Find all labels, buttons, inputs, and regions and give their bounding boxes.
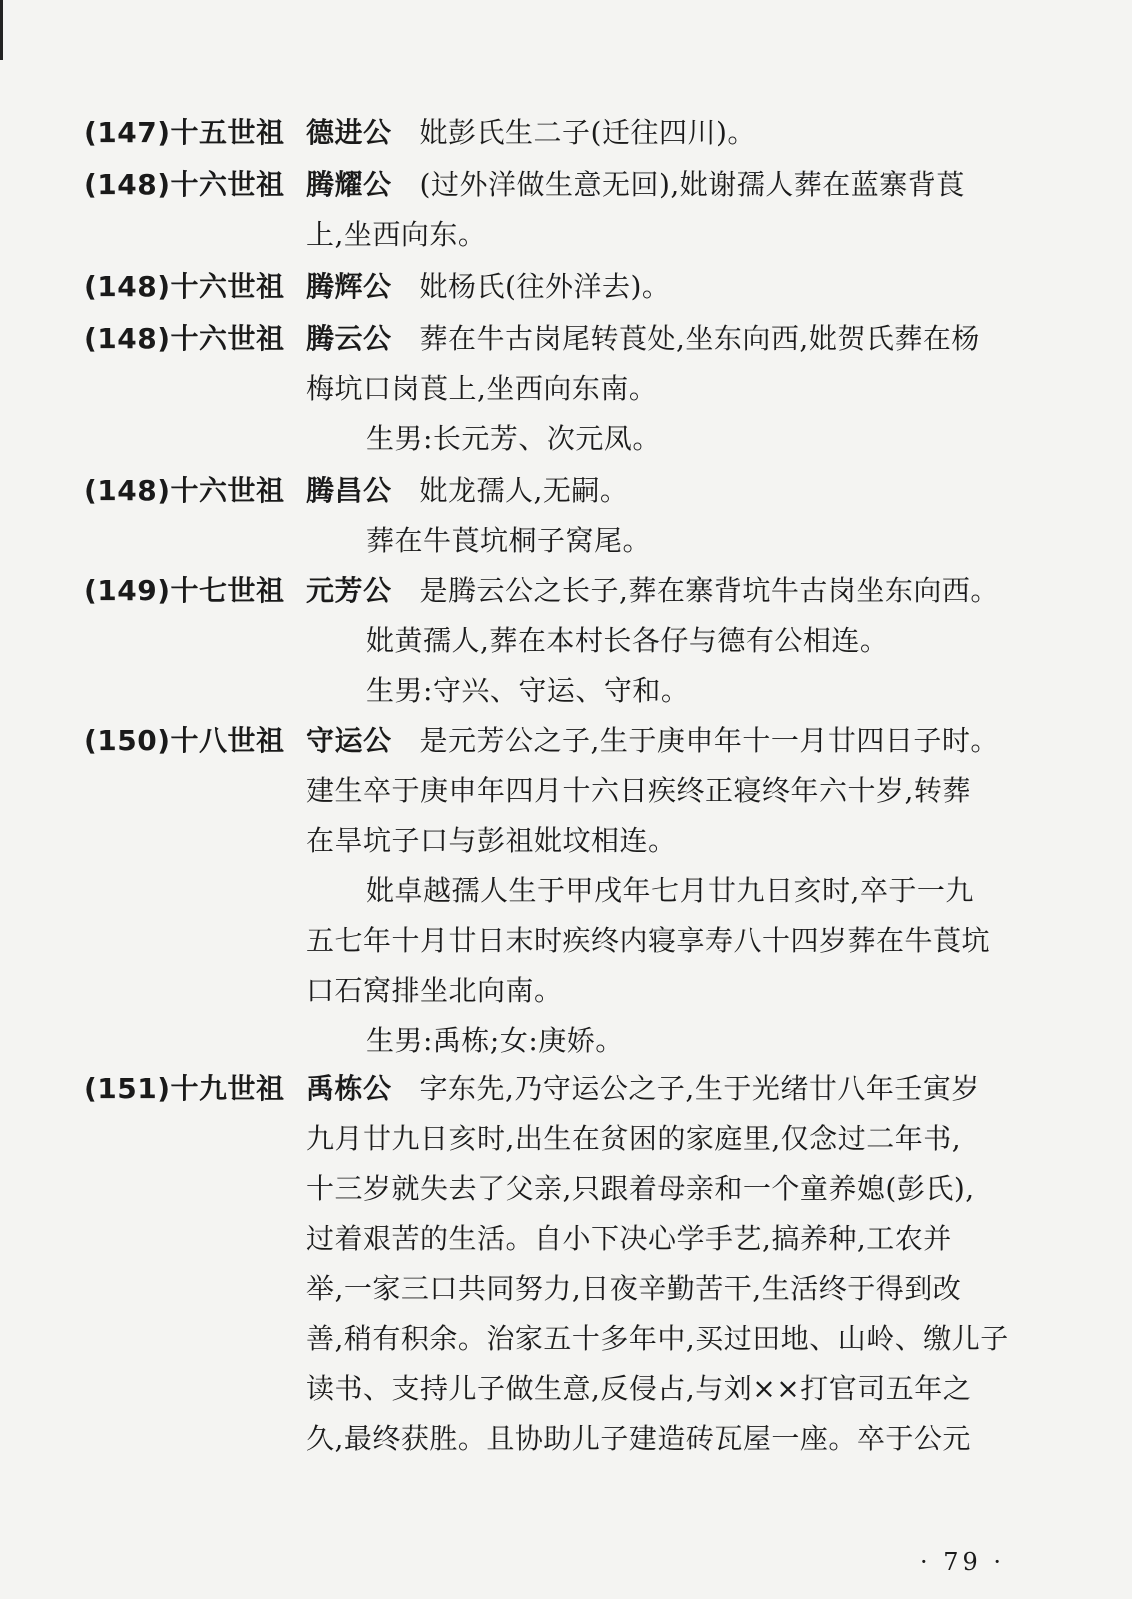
entry-text: 字东先,乃守运公之子,生于光绪廿八年壬寅岁 (419, 1072, 980, 1105)
entry-label: (148)十六世祖 (84, 322, 285, 355)
entry-line (306, 270, 1046, 304)
entry-label: (148)十六世祖 (84, 270, 285, 303)
entry-label: (151)十九世祖 (84, 1072, 285, 1105)
entry-line (306, 574, 1046, 608)
entry-label: (148)十六世祖 (84, 474, 285, 507)
entry-text: 九月廿九日亥时,出生在贫困的家庭里,仅念过二年书, (306, 1122, 962, 1155)
entry-text: 举,一家三口共同努力,日夜辛勤苦干,生活终于得到改 (306, 1272, 962, 1305)
entry-text: 生男:长元芳、次元凤。 (366, 422, 661, 455)
entry-text: 建生卒于庚申年四月十六日疾终正寝终年六十岁,转葬 (306, 774, 971, 807)
entry-text: 善,稍有积余。治家五十多年中,买过田地、山岭、缴儿子 (306, 1322, 1009, 1355)
entry-line (306, 474, 1046, 508)
entry-text: 妣卓越孺人生于甲戌年七月廿九日亥时,卒于一九 (366, 874, 974, 907)
entry-text: 口石窝排坐北向南。 (306, 974, 563, 1007)
entry-text: 十三岁就失去了父亲,只跟着母亲和一个童养媳(彭氏), (306, 1172, 975, 1205)
entry-text: 是腾云公之长子,葬在寨背坑牛古岗坐东向西。 (419, 574, 999, 607)
entry-text: 是元芳公之子,生于庚申年十一月廿四日子时。 (419, 724, 999, 757)
ancestor-name: 元芳公 (306, 574, 392, 607)
ancestor-name: 禹栋公 (306, 1072, 392, 1105)
entry-text: 葬在牛莨坑桐子窝尾。 (366, 524, 652, 557)
entry-line (306, 724, 1046, 758)
entry-label: (149)十七世祖 (84, 574, 285, 607)
entry-text: 上,坐西向东。 (306, 218, 487, 251)
entry-label: (147)十五世祖 (84, 116, 285, 149)
entry-line (306, 116, 1046, 150)
entry-text: 在旱坑子口与彭祖妣坟相连。 (306, 824, 677, 857)
ancestor-name: 德进公 (306, 116, 392, 149)
entry-text: (过外洋做生意无回),妣谢孺人葬在蓝寨背莨 (419, 168, 965, 201)
entry-text: 生男:守兴、守运、守和。 (366, 674, 690, 707)
entry-text: 读书、支持儿子做生意,反侵占,与刘××打官司五年之 (306, 1372, 972, 1405)
entry-text: 久,最终获胜。且协助儿子建造砖瓦屋一座。卒于公元 (306, 1422, 971, 1455)
entry-line (306, 168, 1046, 202)
entry-text: 妣黄孺人,葬在本村长各仔与德有公相连。 (366, 624, 889, 657)
ancestor-name: 腾云公 (306, 322, 392, 355)
entry-text: 五七年十月廿日末时疾终内寝享寿八十四岁葬在牛莨坑 (306, 924, 991, 957)
entry-text: 葬在牛古岗尾转莨处,坐东向西,妣贺氏葬在杨 (419, 322, 980, 355)
entry-label: (148)十六世祖 (84, 168, 285, 201)
page-number: · 79 · (920, 1548, 1006, 1576)
entry-text: 生男:禹栋;女:庚娇。 (366, 1024, 624, 1057)
entry-line (306, 1072, 1046, 1106)
entry-line (306, 322, 1046, 356)
ancestor-name: 腾昌公 (306, 474, 392, 507)
ancestor-name: 守运公 (306, 724, 392, 757)
entry-text: 过着艰苦的生活。自小下决心学手艺,搞养种,工农并 (306, 1222, 952, 1255)
entry-text: 妣龙孺人,无嗣。 (419, 474, 629, 507)
ancestor-name: 腾辉公 (306, 270, 392, 303)
entry-text: 妣杨氏(往外洋去)。 (419, 270, 671, 303)
ancestor-name: 腾耀公 (306, 168, 392, 201)
entry-text: 梅坑口岗莨上,坐西向东南。 (306, 372, 658, 405)
entry-label: (150)十八世祖 (84, 724, 285, 757)
entry-text: 妣彭氏生二子(迁往四川)。 (419, 116, 756, 149)
